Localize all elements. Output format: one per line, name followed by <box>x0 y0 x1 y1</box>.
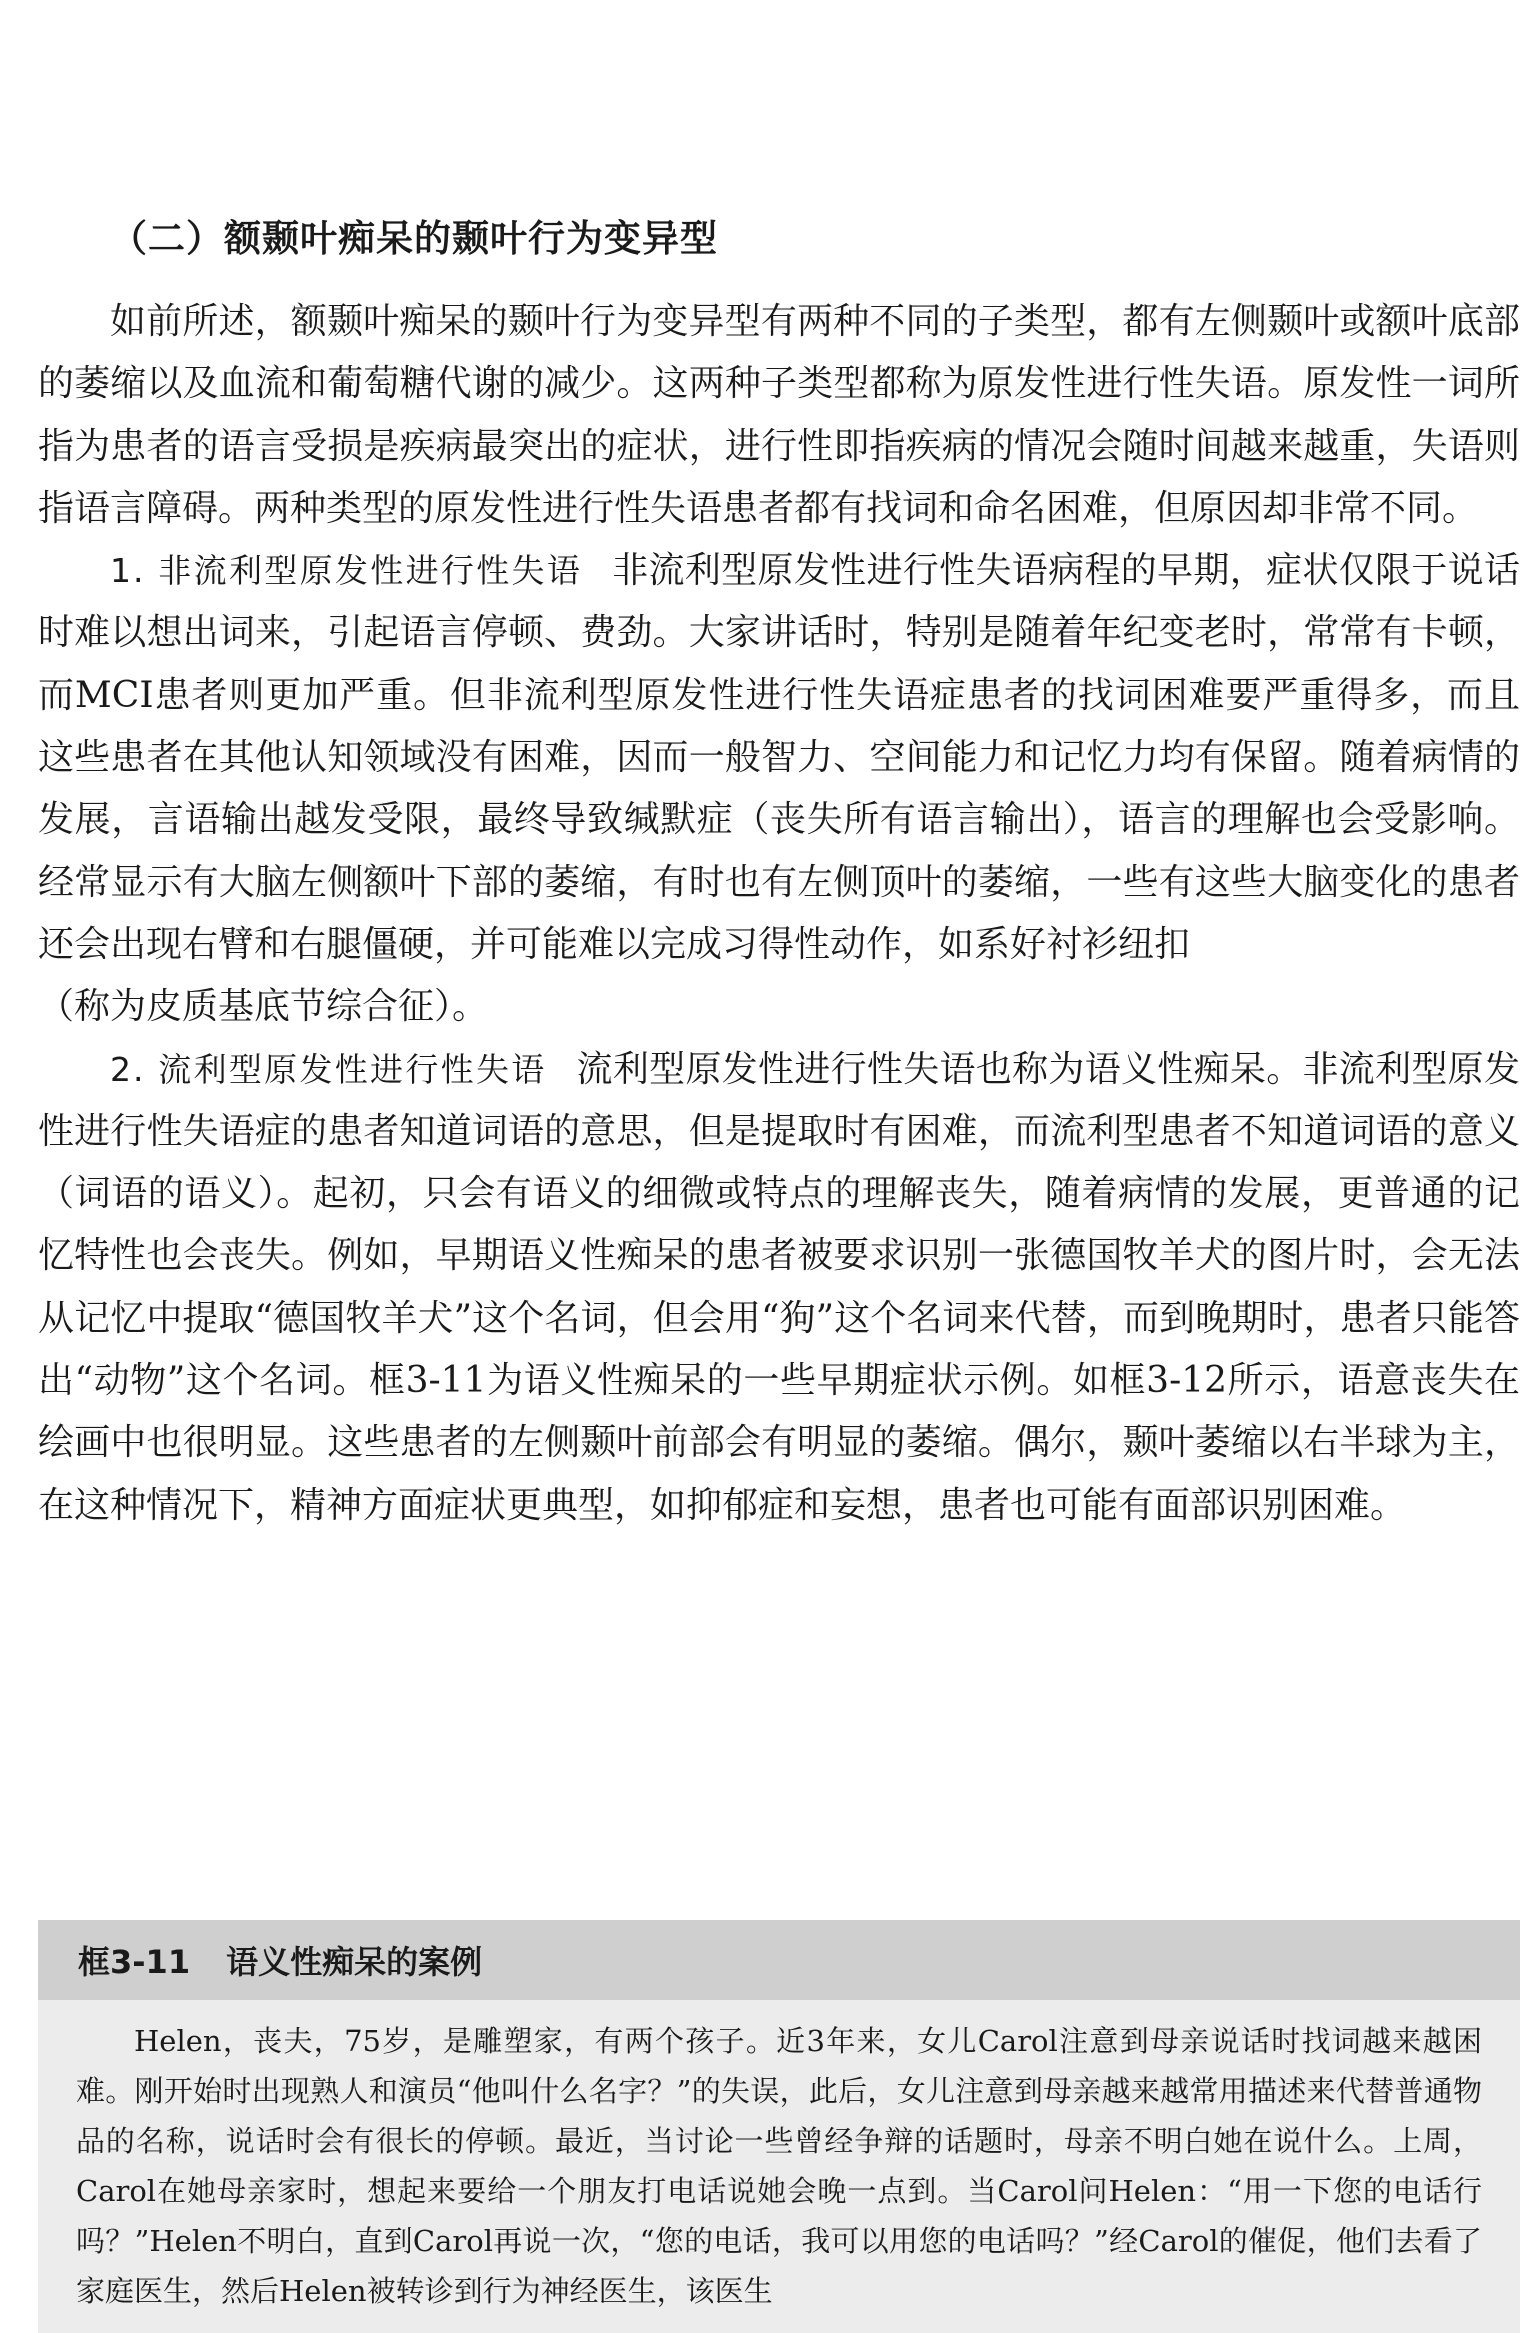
paragraph-nonfluent-ppa <box>38 540 1520 976</box>
paragraph-text: 非流利型原发性进行性失语病程的早期，症状仅限于说话时难以想出词来，引起语言停顿、费劲。大家讲话时，特别是随着年纪变老时，常常有卡顿，而MCI患者则更加严重。但非流利型原发性进行性失语症患者的找词困难要严重得多，而且这些患者在其他认知领域没有困难，因而一般智力、空间能力和记忆力均有保留。随着病情的发展，言语输出越发受限，最终导致缄默症（丧失所有语言输出），语言的理解也会受影响。经常显示有大脑左侧额叶下部的萎缩，有时也有左侧顶叶的萎缩，一些有这些大脑变化的患者还会出现右臂和右腿僵硬，并可能难以完成习得性动作，如系好衬衫纽扣 <box>38 550 1520 965</box>
paragraph-text: 流利型原发性进行性失语也称为语义性痴呆。非流利型原发性进行性失语症的患者知道词语的意思，但是提取时有困难，而流利型患者不知道词语的意义（词语的语义）。起初，只会有语义的细微或特点的理解丧失，随着病情的发展，更普通的记忆特性也会丧失。例如，早期语义性痴呆的患者被要求识别一张德国牧羊犬的图片时，会无法从记忆中提取“德国牧羊犬”这个名词，但会用“狗”这个名词来代替，而到晚期时，患者只能答出“动物”这个名词。框3-11为语义性痴呆的一些早期症状示例。如框3-12所示，语意丧失在绘画中也很明显。这些患者的左侧颞叶前部会有明显的萎缩。偶尔，颞叶萎缩以右半球为主，在这种情况下，精神方面症状更典型，如抑郁症和妄想，患者也可能有面部识别困难。 <box>38 1048 1520 1526</box>
case-box-title: 语义性痴呆的案例 <box>226 1943 483 1981</box>
subsection-title-nonfluent: 1. 非流利型原发性进行性失语 <box>110 551 583 591</box>
subsection-title-fluent: 2. 流利型原发性进行性失语 <box>110 1049 547 1089</box>
case-box-label: 框3-11 <box>78 1943 191 1981</box>
paragraph-continuation <box>38 976 1520 1038</box>
case-box-header <box>38 1920 1520 2000</box>
paragraph-intro <box>38 291 1520 540</box>
paragraph-fluent-ppa <box>38 1039 1520 1537</box>
section-heading: （二）额颞叶痴呆的颞叶行为变异型 <box>110 217 718 260</box>
paragraph-text: （称为皮质基底节综合征）。 <box>38 986 489 1028</box>
case-box <box>38 1920 1520 2333</box>
paragraph-text: 如前所述，额颞叶痴呆的颞叶行为变异型有两种不同的子类型，都有左侧颞叶或额叶底部的萎缩以及血流和葡萄糖代谢的减少。这两种子类型都称为原发性进行性失语。原发性一词所指为患者的语言受损是疾病最突出的症状，进行性即指疾病的情况会随时间越来越重，失语则指语言障碍。两种类型的原发性进行性失语患者都有找词和命名困难，但原因却非常不同。 <box>38 301 1520 529</box>
case-box-body <box>38 2000 1520 2316</box>
case-box-text: Helen，丧夫，75岁，是雕塑家，有两个孩子。近3年来，女儿Carol注意到母亲说话时找词越来越困难。刚开始时出现熟人和演员“他叫什么名字？”的失误，此后，女儿注意到母亲越来越常用描述来代替普通物品的名称，说话时会有很长的停顿。最近，当讨论一些曾经争辩的话题时，母亲不明白她在说什么。上周，Carol在她母亲家时，想起来要给一个朋友打电话说她会晚一点到。当Carol问Helen：“用一下您的电话行吗？”Helen不明白，直到Carol再说一次，“您的电话，我可以用您的电话吗？”经Carol的催促，他们去看了家庭医生，然后Helen被转诊到行为神经医生，该医生 <box>76 2024 1482 2308</box>
body-text <box>38 291 1520 1537</box>
